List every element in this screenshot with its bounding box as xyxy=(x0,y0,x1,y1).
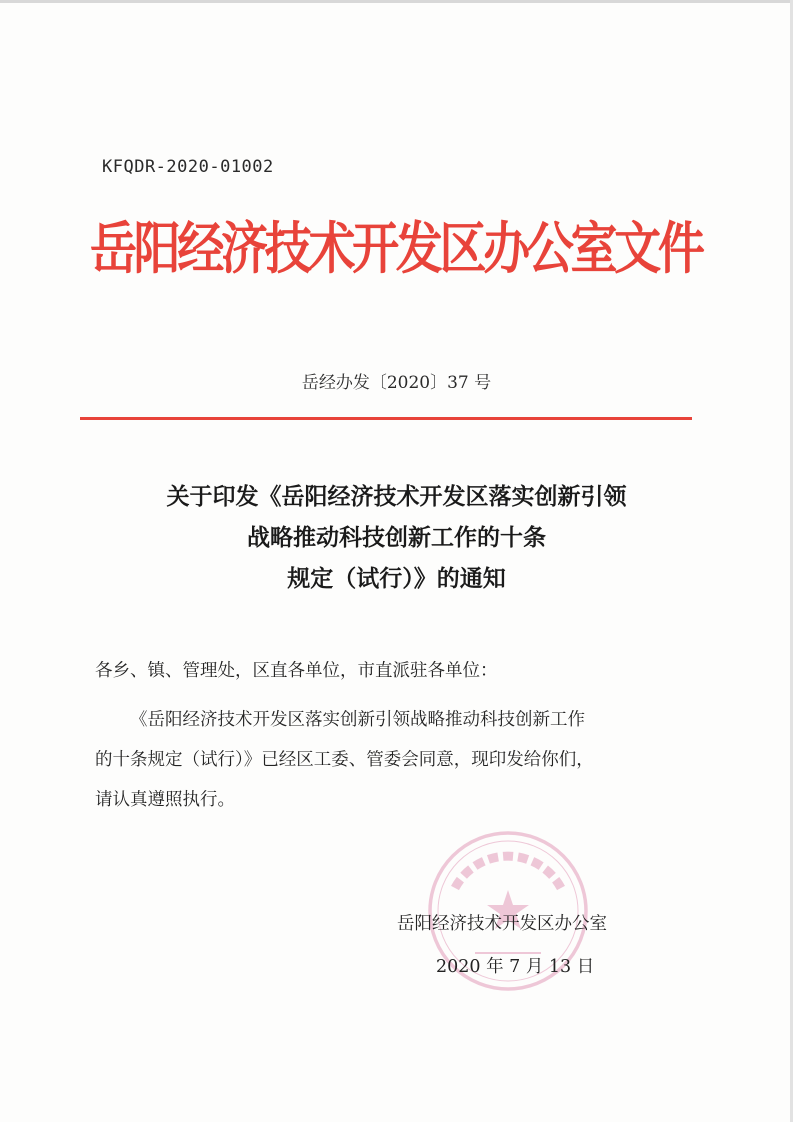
body-line: 《岳阳经济技术开发区落实创新引领战略推动科技创新工作 xyxy=(130,710,585,730)
issue-number: 岳经办发〔2020〕37 号 xyxy=(301,373,492,393)
notice-title-line: 关于印发《岳阳经济技术开发区落实创新引领 xyxy=(166,483,627,510)
document-code: KFQDR-2020-01002 xyxy=(102,157,274,177)
salutation: 各乡、镇、管理处，区直各单位，市直派驻各单位： xyxy=(95,661,498,681)
masthead-title: 岳阳经济技术开发区办公室文件 xyxy=(90,217,702,282)
signature-date: 2020 年 7 月 13 日 xyxy=(436,957,595,977)
signature-organization: 岳阳经济技术开发区办公室 xyxy=(397,914,607,934)
red-divider-line xyxy=(80,417,692,420)
notice-title-line: 规定（试行）》的通知 xyxy=(287,565,506,592)
body-line: 请认真遵照执行。 xyxy=(95,790,235,810)
scan-edge-top xyxy=(0,0,793,3)
notice-title-line: 战略推动科技创新工作的十条 xyxy=(247,524,546,551)
body-paragraph xyxy=(95,700,695,820)
body-line: 的十条规定（试行）》已经区工委、管委会同意，现印发给你们， xyxy=(95,750,594,770)
notice-title xyxy=(60,476,733,599)
